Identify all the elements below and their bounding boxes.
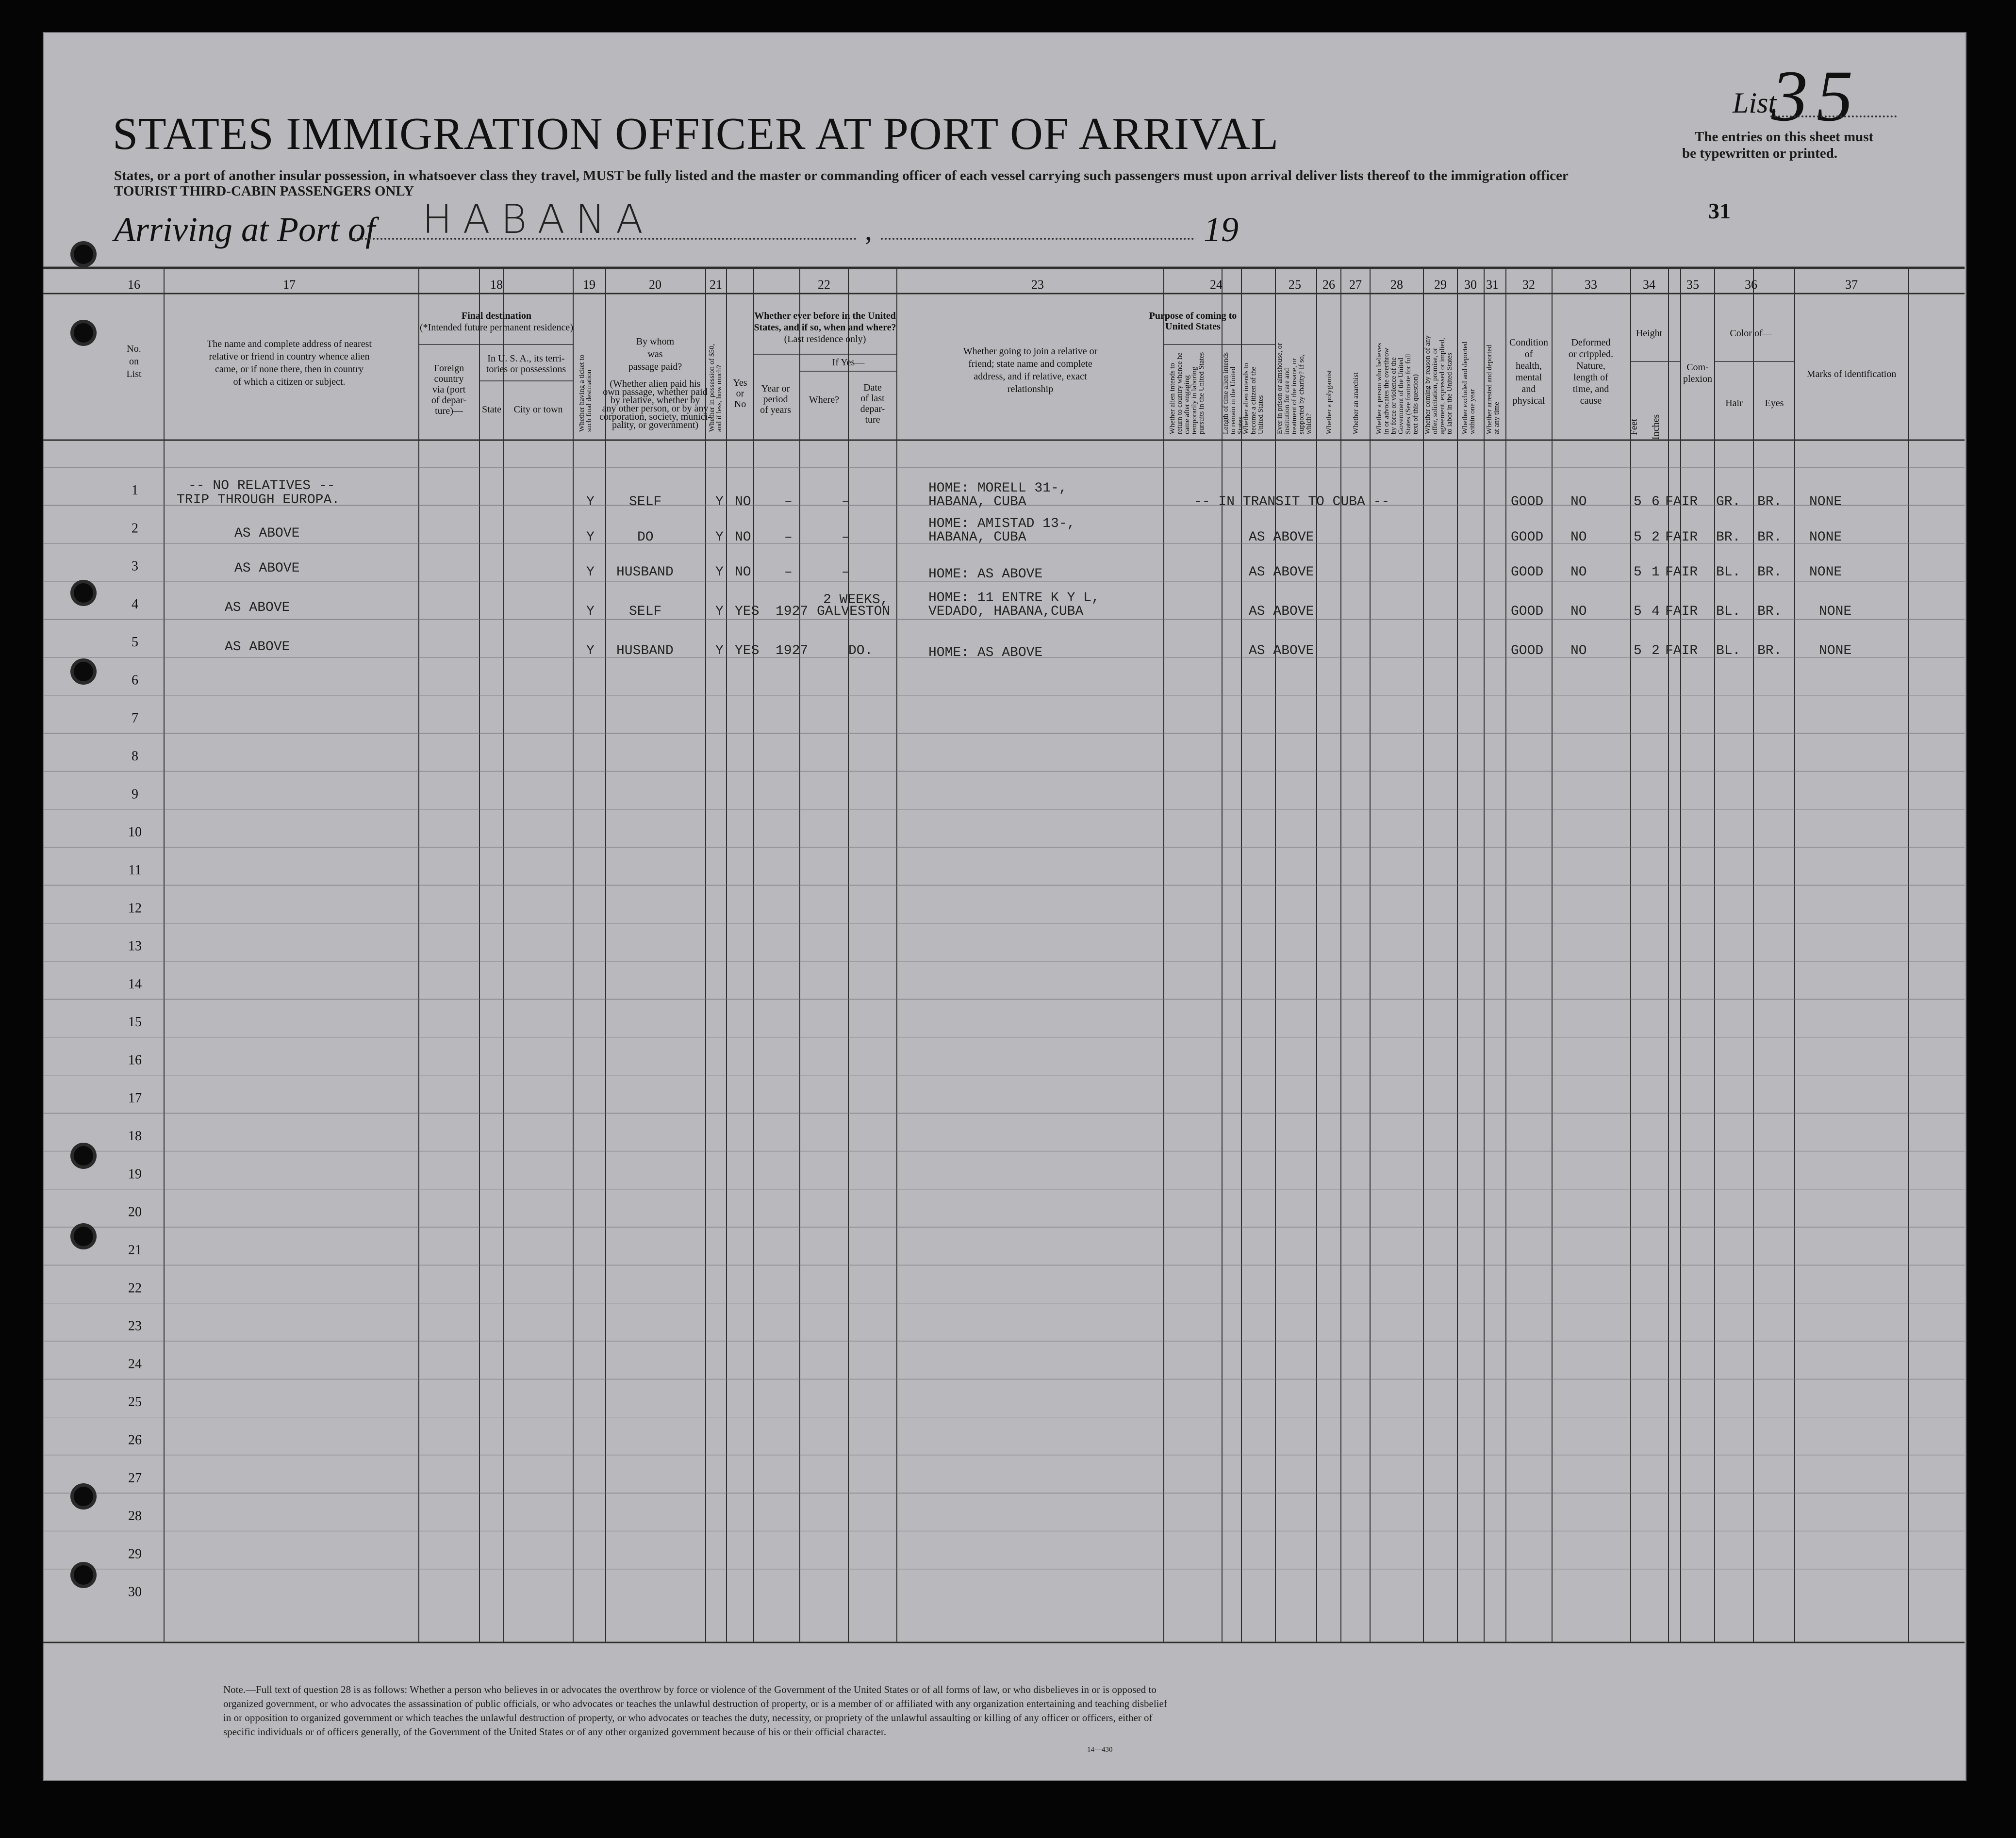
join-relative-cell: HOME: AMISTAD 13-, (928, 516, 1075, 531)
where-cell: DO. (848, 643, 873, 658)
col-number-27: 27 (1349, 278, 1362, 292)
page-title: STATES IMMIGRATION OFFICER AT PORT OF ARRIVAL (113, 109, 1279, 159)
row-number: 4 (132, 596, 138, 612)
complexion-cell: FAIR (1665, 494, 1698, 509)
purpose-cell: AS ABOVE (1249, 530, 1314, 545)
row-number: 22 (128, 1280, 142, 1296)
footnote: Note.—Full text of question 28 is as follows: Whether a person who believes in or advocates the overthrow by force or violence of the Government of the United States or of all forms of law, or who disbelieves in or is opposed to organized government, or who advocates the assassination of public officials, or who advocates or teaches the unlawful destruction of property, or is a member of or affiliated with any organization entertaining and teaching disbelief in or opposition to organized government or which teaches the unlawful destruction of property, or who advocates or teaches the duty, necessity, or propriety of the unlawful assaulting or killing of any officer or officers, either of specific individuals or of officers generally, of the Government of the United States or of any other organized government because of his or their official character. (223, 1684, 1167, 1738)
inches-cell: 2 (1652, 530, 1660, 545)
purpose-return-header: pursuits in the United States (1198, 352, 1206, 434)
eyes-cell: BR. (1757, 643, 1782, 658)
purpose-citizen-header: become a citizen of the (1250, 366, 1257, 434)
complexion-cell: FAIR (1665, 643, 1698, 658)
nearest-relative-header: came, or if none there, then in country (215, 364, 364, 375)
labor-offer-header: agreement, expressed or implied, (1438, 338, 1446, 434)
passage-paid-header: By whom (636, 336, 675, 347)
complexion-cell: FAIR (1665, 530, 1698, 545)
row-number: 18 (128, 1129, 142, 1144)
purpose-length-header: States (1237, 417, 1244, 434)
foreign-country-header: ture)— (435, 406, 463, 416)
col-number-37: 37 (1845, 278, 1858, 292)
if-yes-header: If Yes— (832, 357, 865, 368)
col-number-18: 18 (490, 278, 503, 292)
year-period-cell: – (784, 494, 793, 509)
col-number-22: 22 (818, 278, 830, 292)
city-town-header: City or town (513, 404, 563, 415)
relative-cell: TRIP THROUGH EUROPA. (177, 492, 340, 508)
join-relative-cell: HABANA, CUBA (928, 494, 1026, 509)
purpose-length-header: Length of time alien intends (1222, 352, 1230, 434)
arriving-port-label: Arriving at Port of (114, 210, 375, 249)
deformed-header: length of (1573, 372, 1608, 383)
col-number-35: 35 (1686, 278, 1699, 292)
marks-cell: NONE (1809, 565, 1842, 580)
inches-cell: 4 (1652, 604, 1660, 619)
nearest-relative-header: of which a citizen or subject. (233, 377, 346, 387)
yes-or-no-header: or (736, 388, 744, 399)
marks-cell: NONE (1809, 494, 1842, 509)
eyes-cell: BR. (1757, 604, 1782, 619)
overthrow-header: text of this question) (1412, 374, 1420, 434)
join-relative-header: friend; state name and complete (968, 359, 1092, 369)
excluded-header: within one year (1469, 389, 1476, 434)
overthrow-header: Whether a person who believes (1375, 343, 1383, 434)
hair-cell: GR. (1716, 494, 1741, 509)
row-number: 12 (128, 901, 142, 916)
where-cell: – (842, 530, 850, 545)
health-cell: GOOD (1511, 643, 1544, 658)
height-header: Height (1636, 328, 1663, 339)
final-destination-subheader: (*Intended future permanent residence) (420, 322, 573, 333)
passage-paid-subheader: pality, or government) (611, 420, 699, 430)
nearest-relative-header: The name and complete address of nearest (207, 339, 372, 349)
deformed-cell: NO (1570, 604, 1587, 619)
passage-paid-cell: HUSBAND (616, 643, 674, 658)
complexion-cell: FAIR (1665, 565, 1698, 580)
ticket-cell: Y (586, 565, 595, 580)
where-cell: – (842, 565, 850, 580)
join-relative-cell: HOME: 11 ENTRE K Y L, (928, 591, 1100, 606)
year-period-cell: 1927 (776, 604, 809, 619)
eyes-cell: BR. (1757, 565, 1782, 580)
row-number: 25 (128, 1395, 142, 1410)
prison-charity-header: supported by charity? If so, (1298, 354, 1305, 434)
row-number: 29 (128, 1546, 142, 1562)
year-period-cell: – (784, 530, 793, 545)
row-number: 2 (132, 521, 138, 536)
year-period-header: Year or (761, 383, 790, 394)
passage-paid-subheader: by relative, whether by (610, 395, 700, 406)
binder-hole (74, 662, 93, 681)
marks-cell: NONE (1819, 643, 1852, 658)
where-cell: 2 WEEKS, (823, 592, 889, 607)
labor-offer-header: Whether coming by reason of any (1424, 335, 1432, 434)
year-period-header: of years (760, 405, 791, 415)
usa-territories-header: tories or possessions (486, 364, 566, 375)
inches-cell: 6 (1652, 494, 1660, 509)
health-cell: GOOD (1511, 565, 1544, 580)
ever-before-cell: YES (735, 643, 760, 658)
purpose-cell: AS ABOVE (1249, 604, 1314, 619)
ticket-header: such final destination (585, 369, 593, 432)
yes-or-no-header: No (734, 399, 746, 410)
deformed-header: cause (1580, 395, 1602, 406)
row-numbers (128, 483, 142, 1600)
purpose-return-header: came after engaging (1183, 375, 1191, 434)
deformed-cell: NO (1570, 643, 1587, 658)
passage-paid-header: passage paid? (628, 361, 682, 372)
row-number: 5 (132, 635, 138, 650)
row-number: 19 (128, 1166, 142, 1182)
date-departure-header: ture (865, 414, 880, 425)
join-relative-header: Whether going to join a relative or (963, 346, 1098, 357)
health-cell: GOOD (1511, 604, 1544, 619)
table-grid (43, 268, 1965, 1642)
ever-before-header: States, and if so, when and where? (754, 322, 896, 333)
purpose-header: Purpose of coming to (1149, 311, 1237, 321)
anarchist-header: Whether an anarchist (1352, 372, 1360, 434)
class-note: TOURIST THIRD-CABIN PASSENGERS ONLY (114, 183, 414, 199)
row-number: 27 (128, 1470, 142, 1486)
purpose-citizen-header: Whether alien intends to (1242, 362, 1250, 434)
passage-paid-subheader: own passage, whether paid (603, 387, 708, 397)
row-number: 6 (132, 673, 138, 688)
row-number: 24 (128, 1356, 142, 1372)
ever-before-subheader: (Last residence only) (784, 334, 866, 345)
foreign-country-header: of depar- (431, 395, 467, 406)
relative-cell: AS ABOVE (234, 526, 300, 541)
eyes-header: Eyes (1765, 398, 1784, 409)
overthrow-header: in or advocates the overthrow (1383, 347, 1390, 434)
entries-note-2: be typewritten or printed. (1682, 146, 1838, 161)
col-number-20: 20 (649, 278, 661, 292)
health-condition-header: and (1521, 384, 1536, 394)
col-number-31: 31 (1486, 278, 1499, 292)
money-header: Whether in possession of $50, (708, 344, 716, 432)
yes-or-no-header: Yes (733, 377, 747, 388)
prison-charity-header: institution for care and (1283, 368, 1291, 434)
year-label: 19 (1204, 210, 1239, 249)
row-number: 28 (128, 1509, 142, 1524)
arriving-port-value: HABANA (422, 197, 654, 243)
join-relative-header: relationship (1007, 384, 1054, 394)
complexion-cell: FAIR (1665, 604, 1698, 619)
passage-paid-subheader: corporation, society, munici- (599, 411, 711, 422)
date-dotted-line (881, 238, 1194, 240)
date-departure-header: depar- (860, 404, 885, 414)
deformed-header: Nature, (1576, 361, 1605, 371)
overthrow-header: Government of the United (1397, 358, 1405, 434)
where-cell: – (842, 494, 850, 509)
health-condition-header: mental (1515, 372, 1542, 383)
deformed-cell: NO (1570, 494, 1587, 509)
money-cell: Y (715, 565, 724, 580)
binder-hole (74, 1487, 93, 1506)
ever-before-cell: NO (735, 530, 751, 545)
join-relative-header: address, and if relative, exact (974, 371, 1087, 382)
health-cell: GOOD (1511, 530, 1544, 545)
passage-paid-header: was (647, 349, 663, 360)
inches-cell: 1 (1652, 565, 1660, 580)
col-number-32: 32 (1522, 278, 1535, 292)
ever-before-cell: YES (735, 604, 760, 619)
marks-cell: NONE (1819, 604, 1852, 619)
binder-hole (74, 1146, 93, 1165)
col-number-21: 21 (710, 278, 722, 292)
col-number-17: 17 (283, 278, 296, 292)
list-label: List (1733, 87, 1777, 119)
where-header: Where? (809, 394, 840, 405)
row-number: 20 (128, 1204, 142, 1220)
polygamist-header: Whether a polygamist (1325, 370, 1333, 434)
health-condition-header: Condition (1509, 337, 1549, 348)
row-number: 14 (128, 976, 142, 992)
purpose-return-header: temporarily in laboring (1190, 366, 1198, 434)
binder-hole (74, 323, 93, 343)
passage-paid-cell: DO (637, 530, 654, 545)
entries-note-1: The entries on this sheet must (1695, 129, 1874, 145)
ticket-cell: Y (586, 494, 595, 509)
color-of-header: Color of— (1730, 328, 1772, 339)
row-number: 23 (128, 1318, 142, 1334)
col-number-33: 33 (1585, 278, 1597, 292)
final-destination-header: Final destination (462, 311, 531, 321)
row-entries (177, 478, 1851, 660)
hair-cell: BR. (1716, 530, 1741, 545)
binder-hole (74, 1565, 93, 1585)
deformed-header: or crippled. (1568, 349, 1614, 360)
row-number: 10 (128, 824, 142, 840)
port-dotted-line (349, 238, 857, 240)
feet-cell: 5 (1634, 604, 1642, 619)
relative-cell: AS ABOVE (225, 600, 290, 615)
join-relative-cell: VEDADO, HABANA,CUBA (928, 604, 1084, 619)
eyes-cell: BR. (1757, 530, 1782, 545)
hair-header: Hair (1725, 398, 1743, 409)
no-on-list-header: on (129, 356, 139, 367)
join-relative-cell: HABANA, CUBA (928, 530, 1026, 545)
money-cell: Y (715, 494, 724, 509)
join-relative-cell: HOME: MORELL 31-, (928, 481, 1067, 496)
marks-cell: NONE (1809, 530, 1842, 545)
no-on-list-header: List (126, 369, 142, 379)
join-relative-cell: HOME: AS ABOVE (928, 645, 1043, 660)
feet-header: Feet (1629, 418, 1639, 436)
col-number-19: 19 (583, 278, 595, 292)
passage-paid-cell: SELF (629, 494, 662, 509)
prison-charity-header: which? (1305, 413, 1313, 434)
row-number: 30 (128, 1584, 142, 1600)
money-cell: Y (715, 604, 724, 619)
row-number: 15 (128, 1015, 142, 1030)
health-condition-header: health, (1516, 361, 1542, 371)
purpose-length-header: to remain in the United (1229, 366, 1237, 434)
where-cell: GALVESTON (817, 604, 891, 619)
form-code: 14—430 (1087, 1746, 1113, 1754)
manifest-table (43, 264, 1965, 1662)
deformed-header: Deformed (1571, 337, 1611, 348)
row-number: 13 (128, 938, 142, 954)
labor-offer-header: to labor in the United States (1446, 353, 1454, 434)
foreign-country-header: country (434, 374, 464, 384)
complexion-header: Com- (1686, 362, 1709, 373)
purpose-cell: AS ABOVE (1249, 643, 1314, 658)
year-period-header: period (763, 394, 788, 405)
row-number: 1 (132, 483, 138, 498)
ever-before-cell: NO (735, 565, 751, 580)
health-condition-header: physical (1512, 395, 1545, 406)
ever-before-header: Whether ever before in the United (754, 311, 896, 321)
col-number-28: 28 (1390, 278, 1403, 292)
feet-cell: 5 (1634, 494, 1642, 509)
health-condition-header: of (1524, 349, 1533, 360)
binder-hole (74, 583, 93, 603)
ticket-header: Whether having a ticket to (578, 354, 586, 432)
deformed-cell: NO (1570, 530, 1587, 545)
row-number: 16 (128, 1052, 142, 1068)
foreign-country-header: Foreign (433, 363, 464, 374)
col-number-29: 29 (1434, 278, 1447, 292)
prison-charity-header: treatment of the insane, or (1290, 358, 1298, 434)
eyes-cell: BR. (1757, 494, 1782, 509)
row-number: 9 (132, 787, 138, 802)
row-number: 3 (132, 558, 138, 574)
column-numbers (128, 278, 1858, 292)
col-number-34: 34 (1643, 278, 1655, 292)
feet-cell: 5 (1634, 530, 1642, 545)
hair-cell: BL. (1716, 565, 1741, 580)
usa-territories-header: In U. S. A., its terri- (487, 353, 565, 364)
ever-before-cell: NO (735, 494, 751, 509)
col-number-36: 36 (1745, 278, 1757, 292)
ticket-cell: Y (586, 530, 595, 545)
purpose-return-header: return to country whence he (1176, 352, 1184, 434)
purpose-citizen-header: United States (1257, 395, 1265, 434)
binder-hole (74, 1227, 93, 1246)
excluded-header: Whether excluded and deported (1461, 341, 1469, 434)
state-header: State (482, 404, 501, 415)
date-departure-header: Date (863, 382, 882, 393)
feet-cell: 5 (1634, 565, 1642, 580)
row-number: 11 (128, 863, 142, 878)
col-number-30: 30 (1464, 278, 1477, 292)
purpose-cell: -- IN TRANSIT TO CUBA -- (1194, 494, 1390, 509)
foreign-country-header: via (port (432, 384, 466, 395)
ticket-cell: Y (586, 604, 595, 619)
prison-charity-header: Ever in prison or almshouse, or (1276, 343, 1284, 434)
deformed-header: time, and (1572, 384, 1609, 394)
list-number-line (1770, 115, 1897, 117)
inches-cell: 2 (1652, 643, 1660, 658)
list-number: 35 (1771, 56, 1862, 136)
join-relative-cell: HOME: AS ABOVE (928, 567, 1043, 582)
passage-paid-subheader: (Whether alien paid his (610, 378, 701, 389)
row-number: 21 (128, 1243, 142, 1258)
col-number-25: 25 (1289, 278, 1301, 292)
passage-paid-cell: SELF (629, 604, 662, 619)
row-number: 17 (128, 1090, 142, 1106)
row-number: 7 (132, 710, 138, 726)
money-cell: Y (715, 643, 724, 658)
arrested-header: Whether arrested and deported (1486, 345, 1493, 434)
overthrow-header: States (See footnote for full (1405, 354, 1412, 434)
relative-cell: AS ABOVE (234, 561, 300, 576)
reference-number: 31 (1708, 198, 1731, 223)
no-on-list-header: No. (127, 344, 141, 354)
row-number: 8 (132, 749, 138, 764)
marks-header: Marks of identification (1806, 369, 1897, 379)
deformed-cell: NO (1570, 565, 1587, 580)
year-period-cell: – (784, 565, 793, 580)
nearest-relative-header: relative or friend in country whence alien (209, 351, 370, 362)
passage-paid-subheader: any other person, or by any (602, 403, 709, 414)
col-number-16: 16 (128, 278, 140, 292)
complexion-header: plexion (1683, 374, 1712, 384)
hair-cell: BL. (1716, 604, 1741, 619)
relative-cell: AS ABOVE (225, 640, 290, 655)
date-comma: , (865, 214, 872, 246)
money-header: and if less, how much? (715, 365, 723, 432)
col-number-23: 23 (1031, 278, 1044, 292)
labor-offer-header: offer, solicitation, promise, or (1431, 347, 1439, 434)
purpose-return-header: Whether alien intends to (1169, 362, 1176, 434)
binder-hole (74, 245, 93, 264)
row-number: 26 (128, 1432, 142, 1448)
passage-paid-cell: HUSBAND (616, 565, 674, 580)
col-number-26: 26 (1322, 278, 1335, 292)
health-cell: GOOD (1511, 494, 1544, 509)
ticket-cell: Y (586, 643, 595, 658)
purpose-header: United States (1165, 321, 1221, 332)
money-cell: Y (715, 530, 724, 545)
instruction-text: States, or a port of another insular possession, in whatsoever class they travel, MUST be fully listed and the master or commanding officer of each vessel carrying such passengers must upon arrival deliver lists thereof to the immigration officer (114, 168, 1569, 183)
overthrow-header: by force or violence of the (1390, 357, 1398, 434)
inches-header: Inches (1651, 414, 1661, 440)
feet-cell: 5 (1634, 643, 1642, 658)
relative-cell: -- NO RELATIVES -- (188, 478, 335, 493)
purpose-cell: AS ABOVE (1249, 565, 1314, 580)
col-number-24: 24 (1210, 278, 1223, 292)
year-period-cell: 1927 (776, 643, 809, 658)
hair-cell: BL. (1716, 643, 1741, 658)
date-departure-header: of last (860, 393, 885, 404)
arrested-header: at any time (1493, 402, 1501, 434)
